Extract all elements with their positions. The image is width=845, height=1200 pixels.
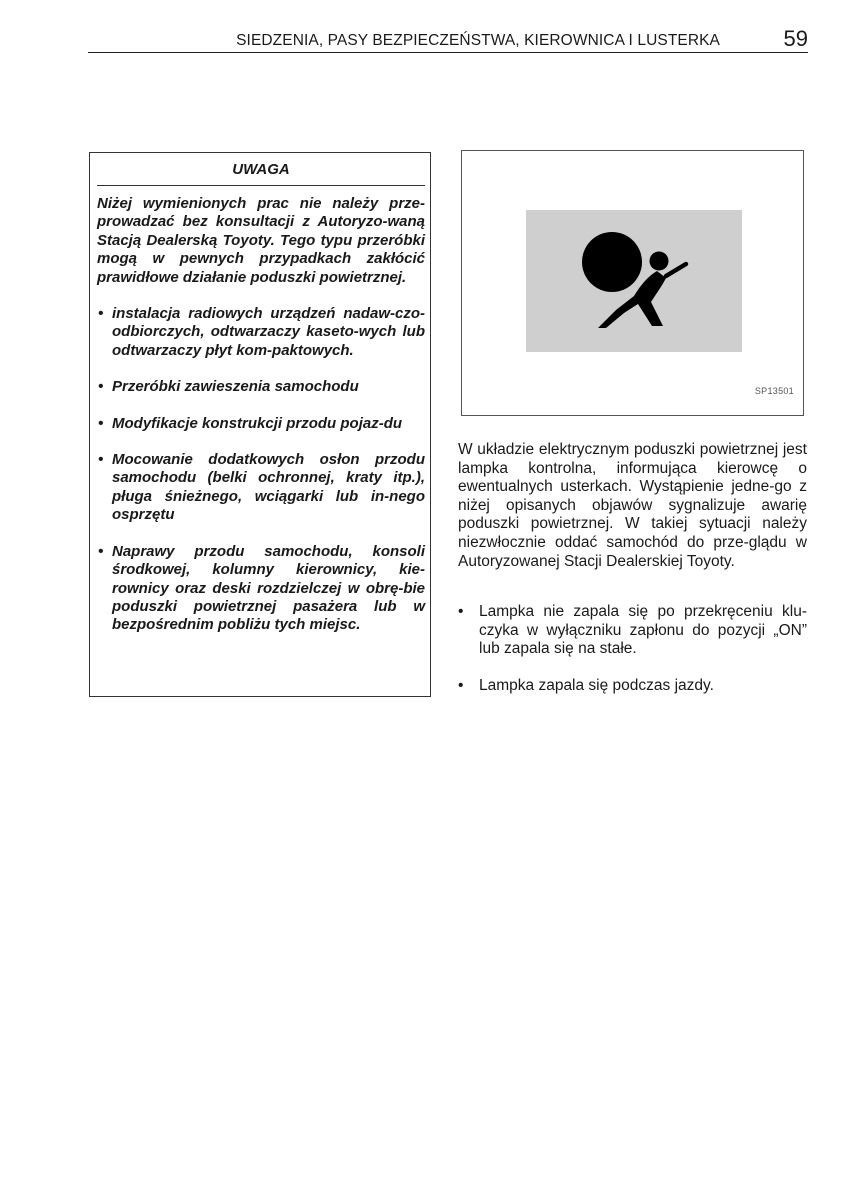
warning-item: • Modyfikacje konstrukcji przodu pojaz-du [97, 415, 425, 433]
page-header [88, 24, 808, 53]
chapter-title: SIEDZENIA, PASY BEZPIECZEŃSTWA, KIEROWNICA I LUSTERKA [236, 32, 720, 49]
airbag-warning-icon [526, 210, 742, 352]
warning-title: UWAGA [97, 161, 425, 186]
warning-box [89, 152, 431, 697]
page-number: 59 [783, 26, 808, 51]
airbag-figure [461, 150, 804, 416]
warning-item: • Przeróbki zawieszenia samochodu [97, 378, 425, 396]
symptom-list [458, 603, 807, 713]
warning-list [97, 305, 425, 635]
warning-item: • instalacja radiowych urządzeń nadaw-czo-odbiorczych, odtwarzaczy kaseto-wych lub odtwarzaczy płyt kom-paktowych. [97, 305, 425, 360]
body-paragraph: W układzie elektrycznym poduszki powietrznej jest lampka kontrolna, informująca kierowcę o ewentualnych usterkach. Wystąpienie jedne-go z niżej opisanych objawów sygnalizuje awarię poduszki powietrznej. W takiej sytuacji należy niezwłocznie oddać samochód do prze-glądu w Autoryzowanej Stacji Dealerskiej Toyoty. [458, 441, 807, 570]
warning-item: • Mocowanie dodatkowych osłon przodu samochodu (belki ochronnej, kraty itp.), pługa śnieżnego, wciągarki lub in-nego osprzętu [97, 451, 425, 525]
warning-intro: Niżej wymienionych prac nie należy prze-prowadzać bez konsultacji z Autoryzo-waną Stacją Dealerską Toyoty. Tego typu przeróbki mogą w pewnych przypadkach zakłócić prawidłowe działanie poduszki powietrznej. [97, 195, 425, 286]
warning-lamp-panel [526, 210, 742, 352]
symptom-item: • Lampka zapala się podczas jazdy. [458, 677, 807, 696]
symptom-item: • Lampka nie zapala się po przekręceniu klu-czyka w wyłączniku zapłonu do pozycji „ON” lub zapala się na stałe. [458, 603, 807, 659]
warning-item: • Naprawy przodu samochodu, konsoli środkowej, kolumny kierownicy, kie-rownicy oraz deski rozdzielczej w obrę-bie poduszki powietrznej pasażera lub w bezpośrednim pobliżu tych miejsc. [97, 543, 425, 635]
figure-code: SP13501 [754, 386, 794, 396]
